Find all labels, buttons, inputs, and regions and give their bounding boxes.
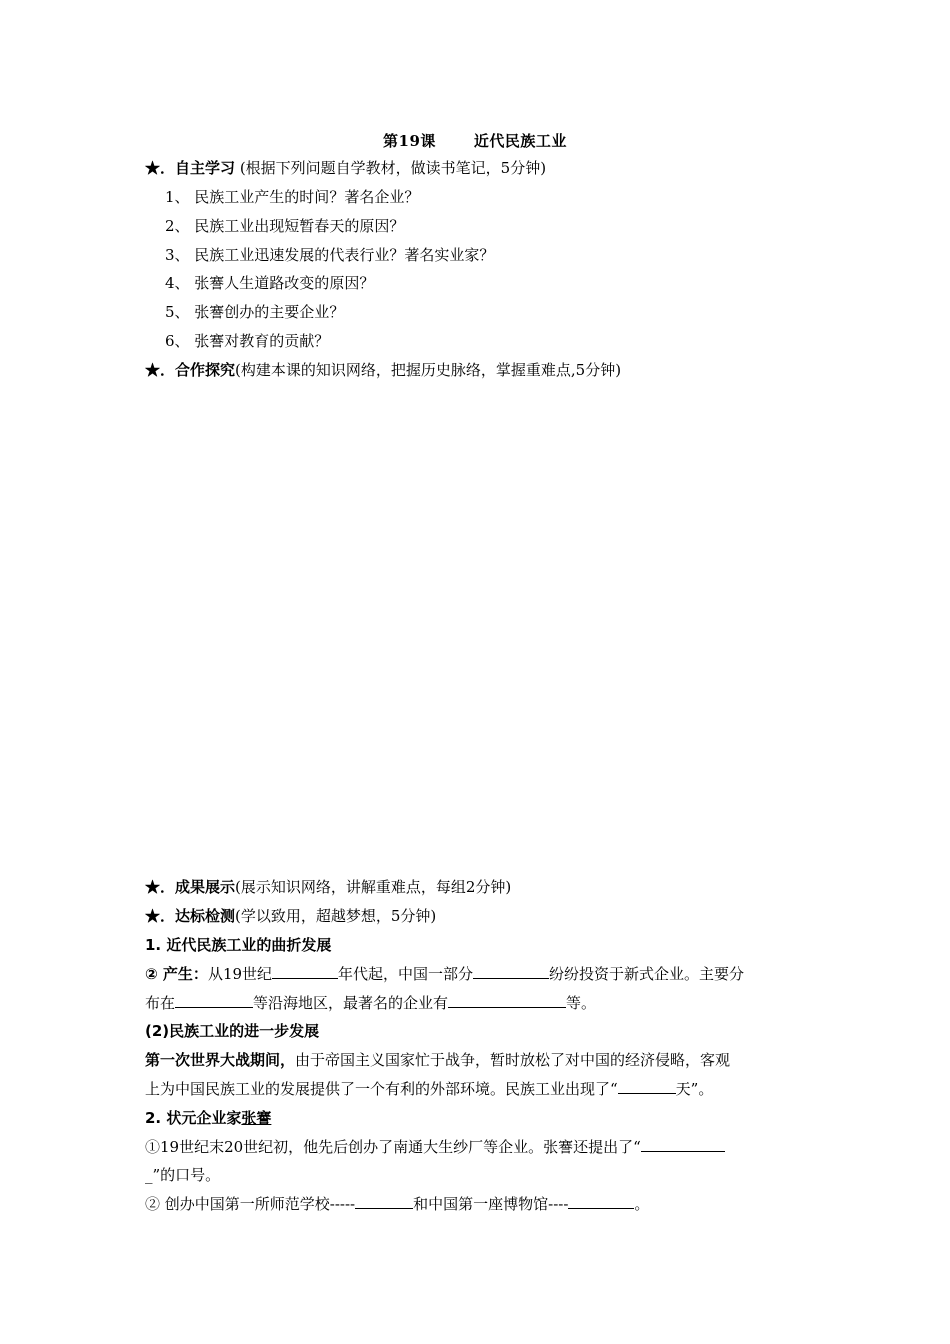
show-heading: ★．成果展示(展示知识网络，讲解重难点，每组2分钟) [145, 878, 512, 896]
question-6: 6、 张謇对教育的贡献？ [165, 332, 330, 350]
exercise-heading-3: 2. 状元企业家张謇 [145, 1109, 272, 1127]
question-1: 1、 民族工业产生的时间？著名企业？ [165, 188, 420, 206]
blank-field[interactable] [568, 1194, 634, 1209]
exercise-para-2-line-1: 第一次世界大战期间，由于帝国主义国家忙于战争，暂时放松了对中国的经济侵略，客观 [145, 1051, 731, 1069]
test-heading: ★．达标检测(学以致用，超越梦想，5分钟) [145, 907, 437, 925]
coop-label: 合作探究 [175, 361, 236, 379]
exercise-heading-1: 1. 近代民族工业的曲折发展 [145, 936, 332, 954]
coop-heading: ★．合作探究(构建本课的知识网络，把握历史脉络，掌握重难点,5分钟) [145, 361, 622, 379]
blank-field[interactable] [473, 964, 549, 979]
lesson-title [0, 130, 950, 151]
exercise-para-3-line-1: ①19世纪末20世纪初，他先后创办了南通大生纱厂等企业。张謇还提出了“ [145, 1137, 725, 1157]
lesson-name: 近代民族工业 [473, 132, 567, 150]
coop-note: (构建本课的知识网络，把握历史脉络，掌握重难点,5分钟) [235, 361, 622, 379]
question-2: 2、 民族工业出现短暂春天的原因？ [165, 217, 405, 235]
exercise-para-4: ② 创办中国第一所师范学校----- 和中国第一座博物馆---- 。 [145, 1195, 650, 1213]
blank-field[interactable] [448, 993, 566, 1008]
exercise-para-1-line-1: ② 产生：从19世纪 年代起，中国一部分 纷纷投资于新式企业。主要分 [145, 965, 745, 983]
blank-field[interactable] [618, 1079, 676, 1094]
question-3: 3、 民族工业迅速发展的代表行业？著名实业家？ [165, 246, 495, 264]
blank-field[interactable] [355, 1194, 413, 1209]
self-study-heading: ★．自主学习 (根据下列问题自学教材，做读书笔记，5分钟) [145, 159, 547, 177]
exercise-heading-2: (2)民族工业的进一步发展 [145, 1022, 320, 1040]
self-study-note: (根据下列问题自学教材，做读书笔记，5分钟) [239, 159, 547, 177]
blank-field[interactable] [641, 1137, 725, 1152]
self-study-label: 自主学习 [175, 159, 236, 177]
exercise-para-3-line-2: _”的口号。 [145, 1166, 221, 1184]
show-note: (展示知识网络，讲解重难点，每组2分钟) [235, 878, 512, 896]
blank-field[interactable] [175, 993, 253, 1008]
lesson-number: 第19课 [383, 132, 436, 150]
exercise-para-1-line-2: 布在 等沿海地区，最著名的企业有 等。 [145, 994, 597, 1012]
test-note: (学以致用，超越梦想，5分钟) [235, 907, 437, 925]
exercise-para-2-line-2: 上为中国民族工业的发展提供了一个有利的外部环境。民族工业出现了“ 天”。 [145, 1080, 714, 1098]
test-label: 达标检测 [175, 907, 236, 925]
question-5: 5、 张謇创办的主要企业？ [165, 303, 345, 321]
show-label: 成果展示 [175, 878, 236, 896]
question-4: 4、 张謇人生道路改变的原因？ [165, 274, 375, 292]
blank-field[interactable] [272, 964, 338, 979]
zhang-jian-name: 张謇 [241, 1109, 272, 1127]
